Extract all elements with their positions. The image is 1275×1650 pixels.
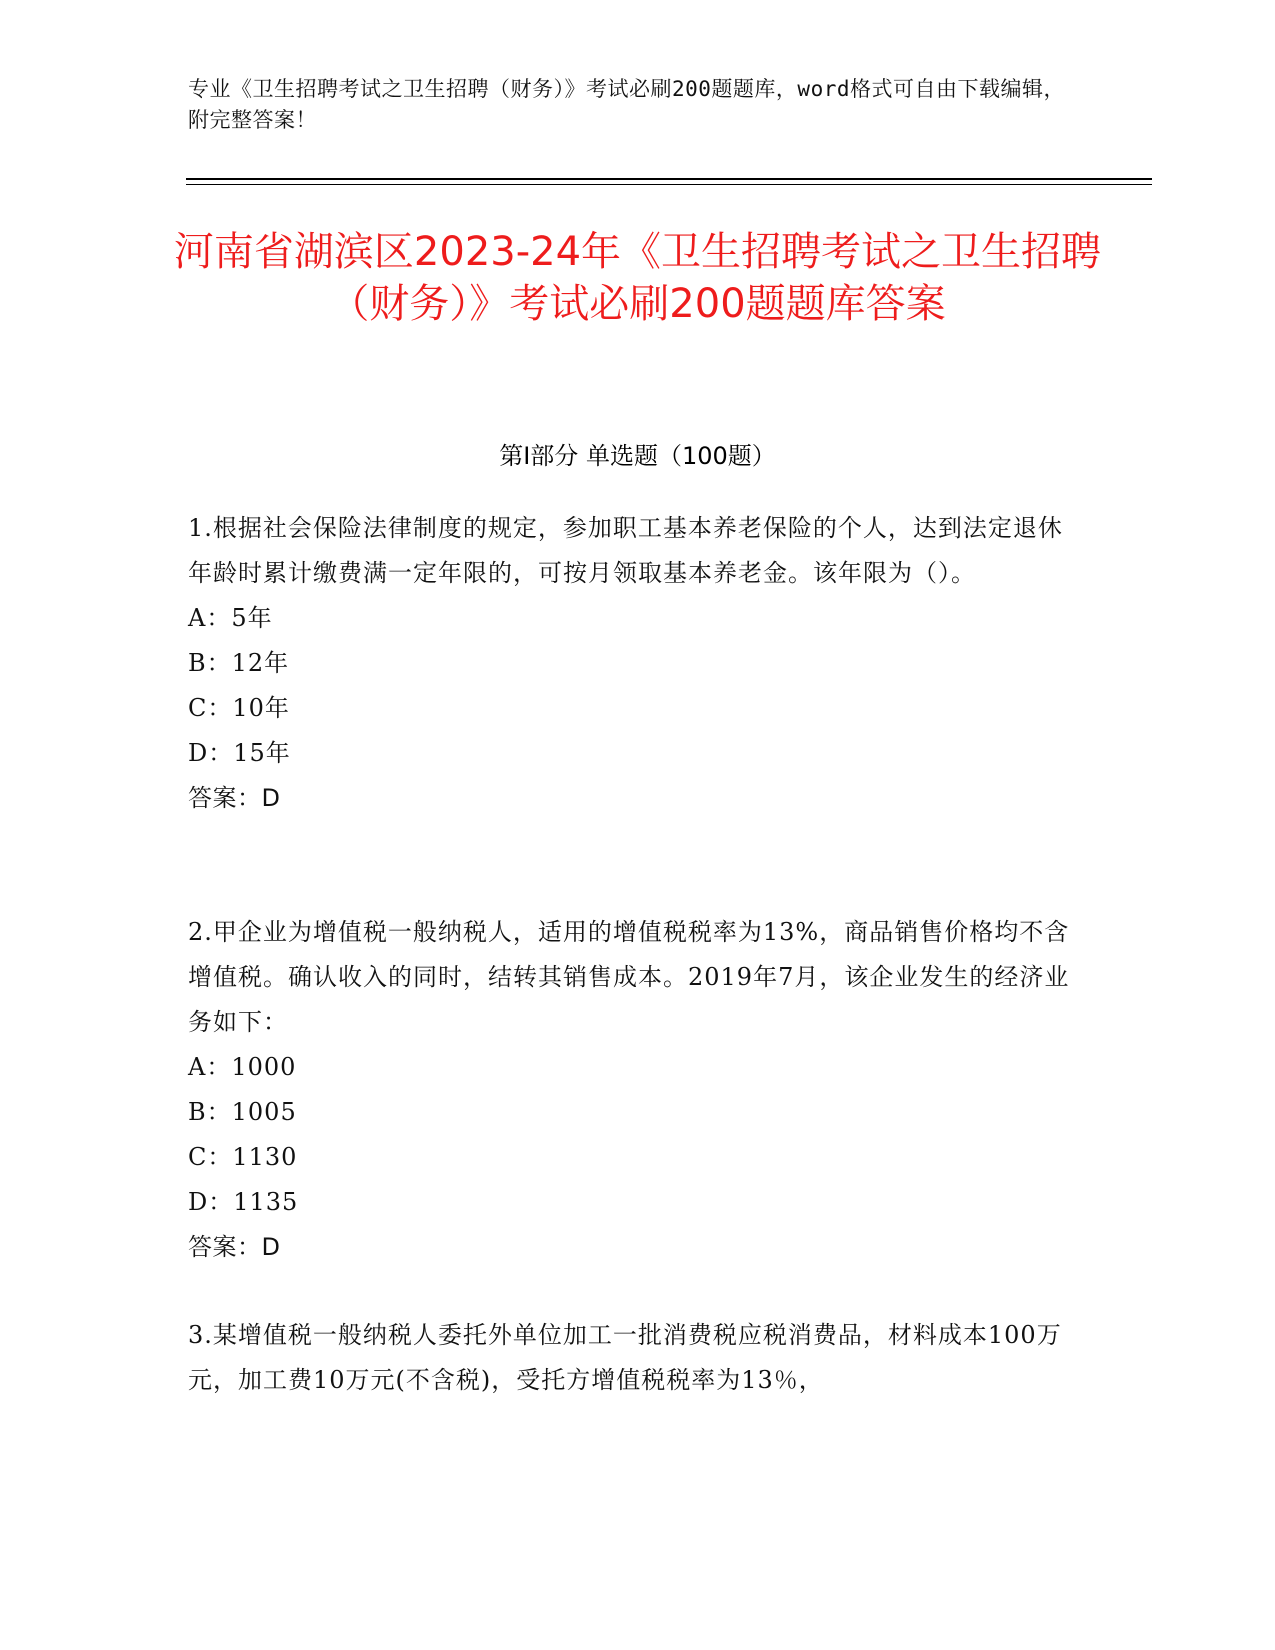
option-d: D：1135 <box>188 1188 299 1216</box>
question-stem: 1.根据社会保险法律制度的规定，参加职工基本养老保险的个人，达到法定退休年龄时累计缴费满一定年限的，可按月领取基本养老金。该年限为（）。 <box>188 514 1063 587</box>
section-heading: 第Ⅰ部分 单选题（100题） <box>499 442 776 470</box>
option-d: D：15年 <box>188 739 291 767</box>
question-3 <box>188 1313 1078 1403</box>
question-1 <box>188 506 1078 821</box>
question-2 <box>188 910 1078 1270</box>
document-title: 河南省湖滨区2023-24年《卫生招聘考试之卫生招聘（财务）》考试必刷200题题库答案 <box>173 229 1102 327</box>
answer: 答案：D <box>188 784 281 812</box>
header-note: 专业《卫生招聘考试之卫生招聘（财务）》考试必刷200题题库，word格式可自由下载编辑，附完整答案！ <box>188 77 1065 132</box>
option-b: B：1005 <box>188 1098 297 1126</box>
option-c: C：1130 <box>188 1143 298 1171</box>
question-stem: 2.甲企业为增值税一般纳税人，适用的增值税税率为13%，商品销售价格均不含增值税。确认收入的同时，结转其销售成本。2019年7月，该企业发生的经济业务如下： <box>188 918 1070 1036</box>
question-stem: 3.某增值税一般纳税人委托外单位加工一批消费税应税消费品，材料成本100万元，加工费10万元(不含税)，受托方增值税税率为13％， <box>188 1321 1062 1394</box>
option-a: A：5年 <box>188 604 273 632</box>
header-divider-thin <box>186 184 1152 185</box>
answer: 答案：D <box>188 1233 281 1261</box>
option-c: C：10年 <box>188 694 290 722</box>
header-divider-thick <box>186 178 1152 180</box>
option-b: B：12年 <box>188 649 290 677</box>
option-a: A：1000 <box>188 1053 297 1081</box>
